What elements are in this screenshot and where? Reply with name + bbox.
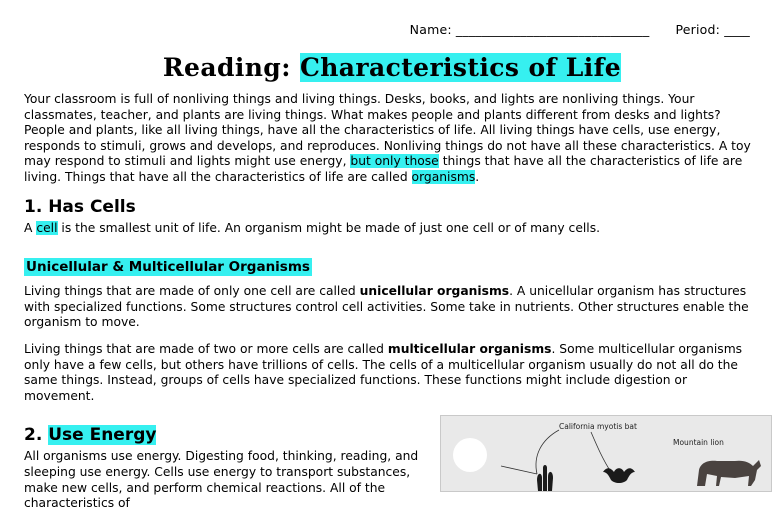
- intro-highlight-organisms: organisms: [411, 169, 476, 184]
- name-field[interactable]: Name: ______________________________: [409, 22, 650, 37]
- section-2-row: [24, 415, 760, 511]
- section-2-paragraph: All organisms use energy. Digesting food, thinking, reading, and sleeping use energy. Cells use energy to transport substances, make new cells, and perform chemical reactions. All of the characteristics of: [24, 449, 419, 511]
- cell-sentence-pre: A: [24, 220, 37, 235]
- intro-text-1: Your classroom is full of nonliving things and living things. Desks, books, and lights are nonliving things. Your classmates, teacher, and plants are living things. What makes people and plants different from desks and lights? People and plants, like all living things, have all the characteristics of life. All living things have cells, use energy, responds to stimuli, grows and develops, and reproduces. Nonliving things do not have all these characteristics. A toy may respond to stimuli and lights might use energy,: [24, 92, 751, 169]
- section-2-column: [24, 415, 424, 511]
- intro-highlight-lead: but only those: [350, 154, 439, 169]
- period-field[interactable]: Period: ____: [675, 22, 750, 37]
- multicellular-text-c: . Some multicellular organisms only have a few cells, but others have trillions of cells. The cells of a multicellular organism usually do not all do the same things. Instead, groups of cells have specialized functions. These functions might include digestion or movement.: [24, 341, 743, 403]
- title-highlighted: Characteristics of Life: [299, 53, 622, 82]
- section-2-heading-highlight: Use Energy: [48, 425, 157, 446]
- intro-text-3: .: [475, 169, 480, 184]
- nocturnal-animals-figure: [440, 415, 772, 492]
- figure-column: [440, 415, 772, 511]
- mountain-lion-silhouette-icon: [691, 446, 765, 490]
- page-title: [24, 53, 760, 82]
- section-1-paragraph: [24, 221, 760, 237]
- unicellular-text-a: Living things that are made of only one cell are called: [24, 284, 360, 299]
- bat-silhouette-icon: [601, 462, 637, 488]
- cell-term-highlight: cell: [36, 220, 58, 235]
- figure-label-bat: California myotis bat: [559, 422, 637, 432]
- section-2-heading: [24, 425, 424, 445]
- section-2-heading-prefix: 2.: [24, 425, 49, 446]
- title-prefix: Reading:: [162, 53, 300, 82]
- unicellular-paragraph: [24, 284, 760, 331]
- cell-sentence-post: is the smallest unit of life. An organism might be made of just one cell or of many cells.: [57, 220, 601, 235]
- subheading-wrapper: [24, 247, 760, 284]
- intro-paragraph: [24, 92, 760, 186]
- unicellular-multicellular-subheading: Unicellular & Multicellular Organisms: [26, 259, 310, 276]
- unicellular-term: unicellular organisms: [359, 284, 510, 299]
- multicellular-term: multicellular organisms: [387, 341, 552, 356]
- section-1-heading: 1. Has Cells: [24, 196, 136, 217]
- tree-silhouette-icon: [533, 458, 557, 491]
- unicellular-text-c: . A unicellular organism has structures with specialized functions. Some structures control cell activities. Some take in nutrients. Other structures enable the organism to move.: [24, 284, 749, 330]
- multicellular-paragraph: [24, 342, 760, 404]
- student-info-line: [24, 0, 760, 37]
- multicellular-text-a: Living things that are made of two or more cells are called: [24, 341, 388, 356]
- figure-label-lion: Mountain lion: [673, 438, 724, 448]
- intro-text-2: things that have all the characteristics of life are living. Things that have all the characteristics of life are called: [24, 154, 743, 184]
